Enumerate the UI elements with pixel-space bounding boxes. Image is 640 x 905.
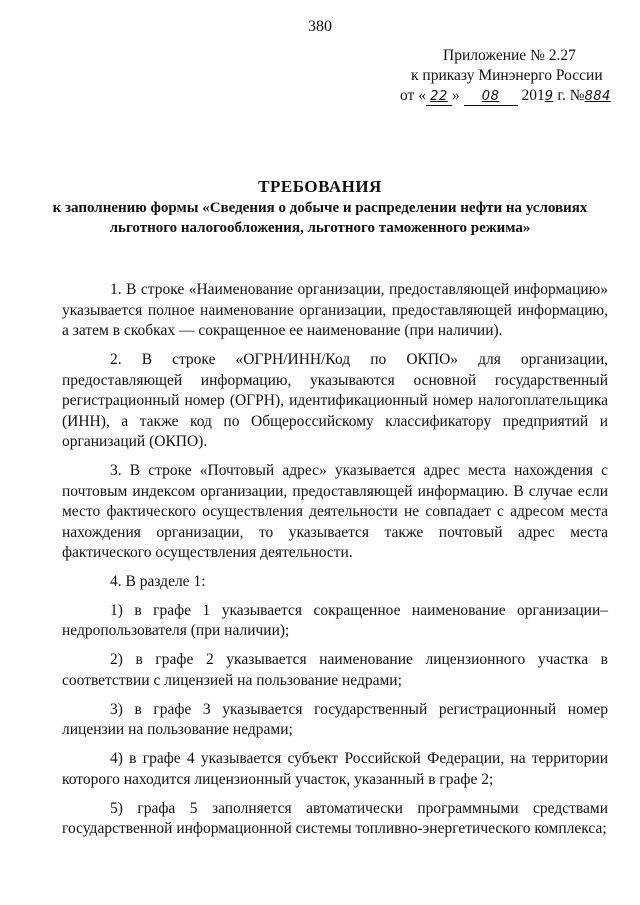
date-month-field bbox=[464, 88, 518, 106]
appendix-title: Приложение № 2.27 bbox=[443, 47, 576, 64]
heading-subtitle-line2: льготного налогообложения, льготного таможенного режима» bbox=[109, 220, 531, 236]
appendix-order-reference: к приказу Минэнерго России bbox=[411, 67, 603, 84]
year-suffix: г. № bbox=[553, 87, 585, 104]
page-number: 380 bbox=[308, 18, 332, 35]
subparagraph-4: 4) в графе 4 указывается субъект Российской Федерации, на территории которого находится лицензионный участок, указанный в графе 2; bbox=[62, 750, 608, 788]
order-number-handwritten: 884 bbox=[584, 89, 611, 104]
subparagraph-5: 5) графа 5 заполняется автоматически программными средствами государственной информационной системы топливно-энергетического комплекса; bbox=[62, 799, 608, 837]
paragraph-4: 4. В разделе 1: bbox=[110, 573, 206, 590]
paragraph-2: 2. В строке «ОГРН/ИНН/Код по ОКПО» для организации, предоставляющей информацию, указываются основной государственный регистрационный номер (ОГРН), идентификационный номер налогоплательщика (ИНН), а также код по Общероссийскому классификатору предприятий и организаций (ОКПО). bbox=[62, 351, 608, 450]
year-last-digit-handwritten: 9 bbox=[544, 89, 554, 104]
order-number-field bbox=[585, 88, 615, 105]
date-month-handwritten: 08 bbox=[481, 89, 500, 104]
appendix-date-line bbox=[400, 86, 620, 107]
subparagraph-1: 1) в графе 1 указывается сокращенное наименование организации–недропользователя (при наличии); bbox=[62, 601, 608, 639]
date-day-handwritten: 22 bbox=[430, 89, 448, 104]
document-heading bbox=[0, 176, 640, 238]
date-prefix: от « bbox=[400, 87, 426, 104]
heading-title: ТРЕБОВАНИЯ bbox=[258, 177, 382, 196]
paragraph-3: 3. В строке «Почтовый адрес» указывается адрес места нахождения с почтовым индексом организации, предоставляющей информацию. В случае если место фактического осуществления деятельности не совпадает с адресом места нахождения организации, то указывается также почтовый адрес места фактического осуществления деятельности. bbox=[62, 462, 608, 561]
date-mid: » bbox=[451, 87, 460, 104]
year-prefix: 201 bbox=[521, 87, 545, 104]
paragraph-1: 1. В строке «Наименование организации, предоставляющей информацию» указывается полное наименование организации, предоставляющей информацию, а затем в скобках — сокращенное ее наименование (при наличии). bbox=[62, 281, 608, 339]
subparagraph-3: 3) в графе 3 указывается государственный регистрационный номер лицензии на пользование недрами; bbox=[62, 700, 608, 738]
date-day-field bbox=[426, 88, 452, 106]
heading-subtitle-line1: к заполнению формы «Сведения о добыче и распределении нефти на условиях bbox=[52, 200, 588, 216]
subparagraph-2: 2) в графе 2 указывается наименование лицензионного участка в соответствии с лицензией на пользование недрами; bbox=[62, 651, 608, 689]
appendix-block bbox=[400, 46, 620, 107]
document-body bbox=[62, 280, 608, 848]
